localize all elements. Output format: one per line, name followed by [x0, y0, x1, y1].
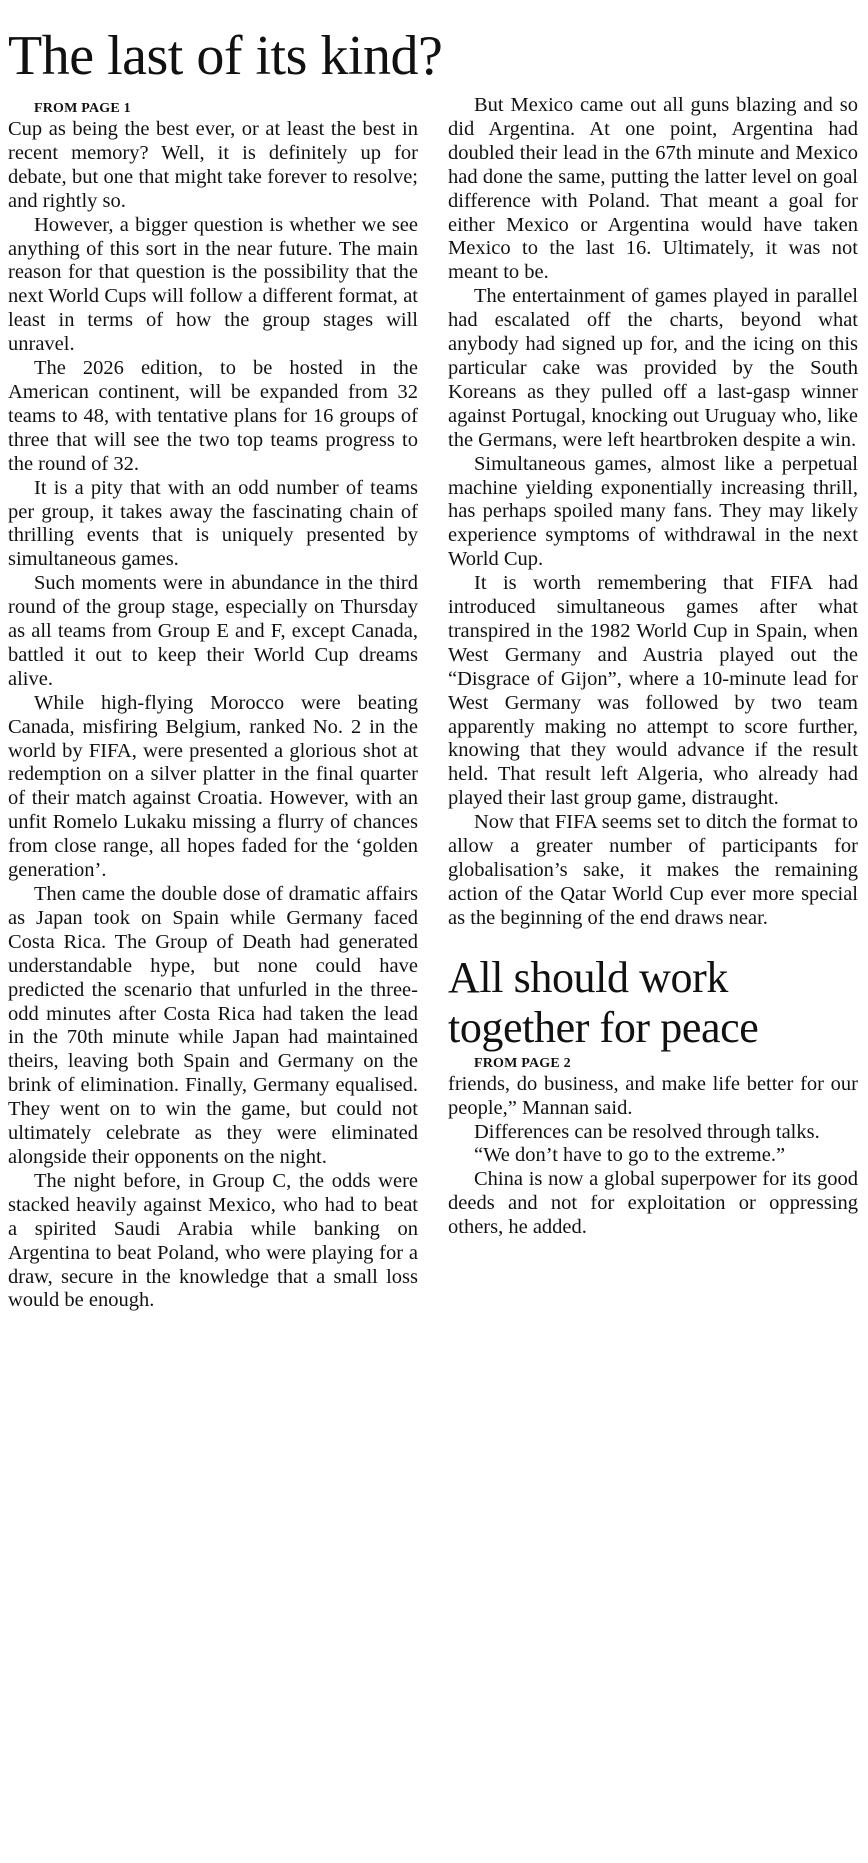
article-paragraph: It is worth remembering that FIFA had introduced simultaneous games after what transpired in the 1982 World Cup in Spain, when West Germany and Austria played out the “Disgrace of Gijon”, where a 10-minute lead for West Germany was followed by two team apparently making no attempt to score further, knowing that they would advance if the result held. That result left Algeria, who already had played their last group game, distraught. — [448, 572, 858, 810]
article-paragraph: While high-flying Morocco were beating Canada, misfiring Belgium, ranked No. 2 in the world by FIFA, were presented a glorious shot at redemption on a silver platter in the final quarter of their match against Croatia. However, with an unfit Romelo Lukaku missing a flurry of chances from close range, all hopes faded for the ‘golden generation’. — [8, 691, 418, 882]
article-headline: The last of its kind? — [8, 25, 443, 87]
article-paragraph: The 2026 edition, to be hosted in the American continent, will be expanded from 32 teams to 48, with tentative plans for 16 groups of three that will see the two top teams progress to the round of 32. — [8, 357, 418, 475]
article-paragraph: The night before, in Group C, the odds were stacked heavily against Mexico, who had to beat a spirited Saudi Arabia while banking on Argentina to beat Poland, who were playing for a draw, secure in the knowledge that a small loss would be enough. — [8, 1169, 418, 1312]
article-paragraph: But Mexico came out all guns blazing and so did Argentina. At one point, Argentina had doubled their lead in the 67th minute and Mexico had done the same, putting the latter level on goal difference with Poland. That meant a goal for either Mexico or Argentina would have taken Mexico to the last 16. Ultimately, it was not meant to be. — [448, 94, 858, 284]
article-paragraph: Then came the double dose of dramatic affairs as Japan took on Spain while Germany faced Costa Rica. The Group of Death had generated understandable hype, but none could have predicted the scenario that unfurled in the three-odd minutes after Costa Rica had taken the lead in the 70th minute while Japan had maintained theirs, leaving both Spain and Germany on the brink of elimination. Finally, Germany equalised. They went on to win the game, but could not ultimately celebrate as they were eliminated alongside their opponents on the night. — [8, 883, 418, 1168]
second-article-paragraph: friends, do business, and make life better for our people,” Mannan said. — [448, 1072, 858, 1119]
second-article-headline: All should work together for peace — [448, 952, 759, 1052]
article-paragraph: Now that FIFA seems set to ditch the format to allow a greater number of participants for globalisation’s sake, it makes the remaining action of the Qatar World Cup ever more special as the beginning of the end draws near. — [448, 811, 858, 929]
column-right — [448, 94, 858, 1240]
second-article-paragraph: China is now a global superpower for its good deeds and not for exploitation or oppressing others, he added. — [448, 1168, 858, 1239]
second-article-paragraph: “We don’t have to go to the extreme.” — [474, 1144, 786, 1167]
article-kicker: FROM PAGE 1 — [34, 101, 131, 116]
column-left — [8, 100, 418, 1313]
article-paragraph: Such moments were in abundance in the third round of the group stage, especially on Thursday as all teams from Group E and F, except Canada, battled it out to keep their World Cup dreams alive. — [8, 572, 418, 690]
article-paragraph: Simultaneous games, almost like a perpetual machine yielding exponentially increasing thrill, has perhaps spoiled many fans. They may likely experience symptoms of withdrawal in the next World Cup. — [448, 452, 858, 571]
article-paragraph: It is a pity that with an odd number of teams per group, it takes away the fascinating chain of thrilling events that is uniquely presented by simultaneous games. — [8, 476, 418, 571]
second-article-kicker: FROM PAGE 2 — [474, 1055, 571, 1071]
article-paragraph: Cup as being the best ever, or at least the best in recent memory? Well, it is definitely up for debate, but one that might take forever to resolve; and rightly so. — [8, 118, 418, 212]
newspaper-page — [8, 10, 858, 1855]
article-paragraph: However, a bigger question is whether we see anything of this sort in the near future. The main reason for that question is the possibility that the next World Cups will follow a different format, at least in terms of how the group stages will unravel. — [8, 213, 418, 356]
second-article-paragraph: Differences can be resolved through talks. — [474, 1120, 820, 1143]
article-paragraph: The entertainment of games played in parallel had escalated off the charts, beyond what anybody had signed up for, and the icing on this particular cake was provided by the South Koreans as they pulled off a last-gasp winner against Portugal, knocking out Uruguay who, like the Germans, were left heartbroken despite a win. — [448, 285, 858, 451]
